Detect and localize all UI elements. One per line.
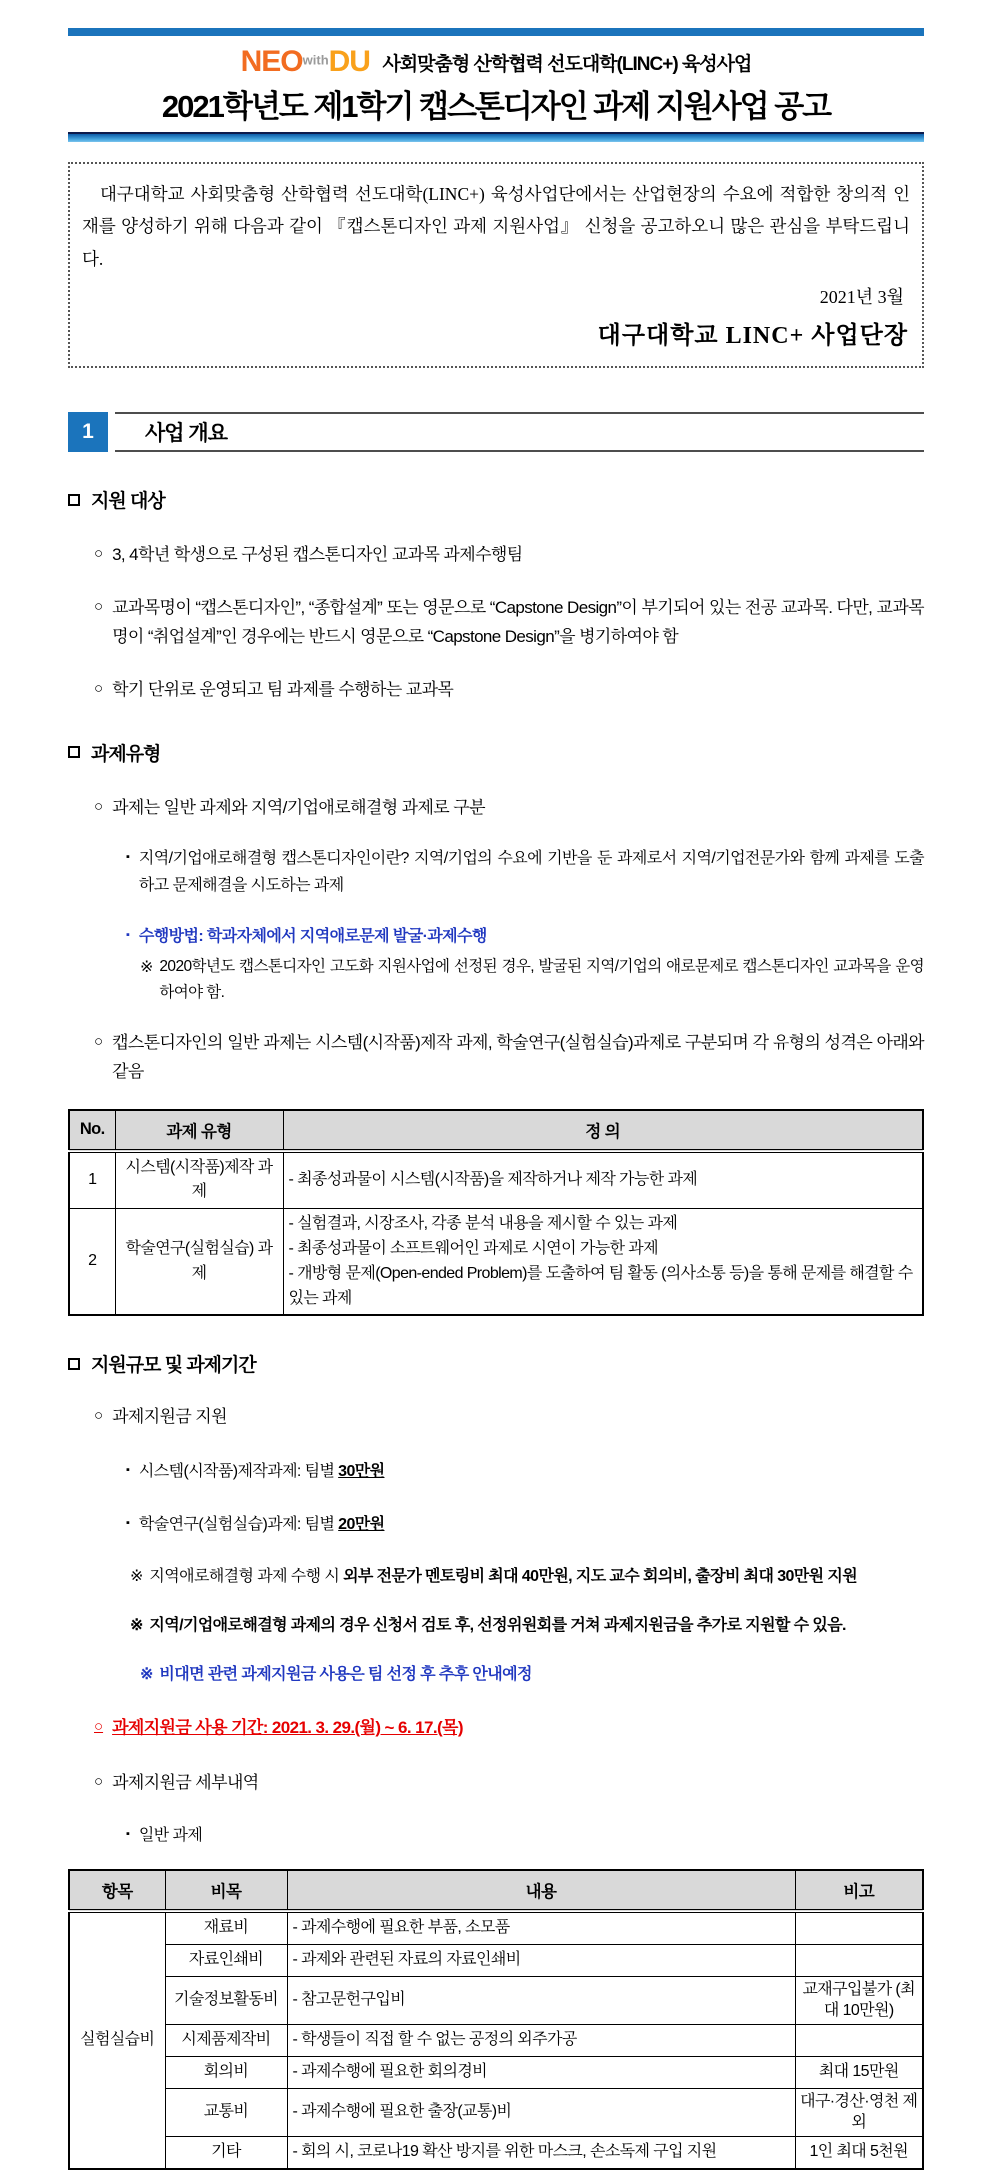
- reference-mark-icon: ※: [130, 1616, 144, 1634]
- task-type-table: [68, 1109, 924, 1317]
- reference-note-text: 2020학년도 캡스톤디자인 고도화 지원사업에 선정된 경우, 발굴된 지역/기업의 애로문제로 캡스톤디자인 교과목을 운영하여야 함.: [159, 958, 924, 1002]
- announcement-date: 2021년 3월: [819, 287, 904, 308]
- bullet-item: [68, 1403, 924, 1432]
- section-title: 사업 개요: [145, 422, 227, 446]
- logo-neo-text: NEO: [240, 45, 303, 78]
- neo-with-du-logo: [241, 45, 370, 79]
- logo-du-text: DU: [328, 45, 370, 78]
- cell-note: [795, 1944, 923, 1976]
- reference-mark-icon: ※: [140, 959, 154, 977]
- square-bullet-icon: [68, 746, 80, 758]
- sub-bullet-text: [139, 1458, 385, 1485]
- definition-line: - 실험결과, 시장조사, 각종 분석 내용을 제시할 수 있는 과제: [288, 1215, 678, 1233]
- section-title-rule: [115, 412, 924, 452]
- announcement-intro-box: [68, 162, 924, 368]
- table-row: [69, 1911, 923, 1944]
- cell-definition: [283, 1209, 923, 1316]
- sub-bullet-text: 일반 과제: [138, 1827, 203, 1844]
- bullet-text: 과제지원금 지원: [112, 1407, 227, 1427]
- bullet-item: [68, 794, 924, 823]
- intro-paragraph: 대구대학교 사회맞춤형 산학협력 선도대학(LINC+) 육성사업단에서는 산업현장의 수요에 적합한 창의적 인재를 양성하기 위해 다음과 같이 『캡스톤디자인 과제 지원사업』 신청을 공고하오니 많은 관심을 부탁드립니다.: [82, 184, 910, 269]
- bullet-item: [68, 541, 924, 570]
- col-header-content: 내용: [287, 1870, 795, 1911]
- cell-item: 교통비: [165, 2088, 287, 2136]
- top-accent-bar: [68, 28, 924, 36]
- reference-note: [68, 1661, 924, 1688]
- circle-bullet-icon: ○: [94, 679, 104, 697]
- cell-desc: - 회의 시, 코로나19 확산 방지를 위한 마스크, 손소독제 구입 지원: [287, 2136, 795, 2168]
- small-square-bullet-icon: ▪: [126, 1464, 130, 1477]
- announcement-signer: 대구대학교 LINC+ 사업단장: [597, 323, 908, 350]
- bullet-item: [68, 594, 924, 652]
- bullet-text: 3, 4학년 학생으로 구성된 캡스톤디자인 교과목 과제수행팀: [112, 545, 523, 565]
- circle-bullet-icon: ○: [94, 1718, 104, 1736]
- cell-item: 기술정보활동비: [165, 1976, 287, 2024]
- cell-note: [795, 1911, 923, 1944]
- circle-bullet-icon: ○: [94, 797, 104, 815]
- cell-item: 자료인쇄비: [165, 1944, 287, 1976]
- logo-with-text: with: [302, 52, 329, 68]
- note-bold: 외부 전문가 멘토링비 최대 40만원, 지도 교수 회의비, 출장비 최대 30만원 지원: [343, 1567, 858, 1585]
- heading-label: 과제유형: [91, 743, 161, 765]
- fund-item-amount: 20만원: [338, 1516, 385, 1534]
- col-header-category: 항목: [69, 1870, 165, 1911]
- reference-note: [68, 954, 924, 1007]
- table-row: [69, 1151, 923, 1209]
- table-row: [69, 1976, 923, 2024]
- sub-bullet-item-method: [68, 923, 924, 950]
- definition-line: - 개방형 문제(Open-ended Problem)를 도출하여 팀 활동 (의사소통 등)을 통해 문제를 해결할 수 있는 과제: [288, 1264, 913, 1307]
- bullet-text: 과제지원금 세부내역: [112, 1773, 259, 1793]
- cell-definition: [283, 1151, 923, 1209]
- method-text: 수행방법: 학과자체에서 지역애로문제 발굴·과제수행: [138, 927, 487, 945]
- small-square-bullet-icon: ▪: [126, 1517, 130, 1530]
- reference-note-text: 지역/기업애로해결형 과제의 경우 신청서 검토 후, 선정위원회를 거쳐 과제지원금을 추가로 지원할 수 있음.: [149, 1616, 846, 1634]
- cell-note: 대구·경산·영천 제외: [795, 2088, 923, 2136]
- cell-desc: - 참고문헌구입비: [287, 1976, 795, 2024]
- cell-category: 실험실습비: [69, 1911, 165, 2168]
- bullet-item: [68, 1029, 924, 1087]
- cell-no: 2: [69, 1209, 115, 1316]
- document-page: [68, 0, 924, 2170]
- bullet-item: [68, 676, 924, 705]
- square-bullet-icon: [68, 494, 80, 506]
- section-1-header: [68, 412, 924, 452]
- cell-item: 기타: [165, 2136, 287, 2168]
- header-row: [68, 45, 924, 79]
- bullet-text: 교과목명이 “캡스톤디자인”, “종합설계” 또는 영문으로 “Capstone Design”이 부기되어 있는 전공 교과목. 다만, 교과목명이 “취업설계”인 경우에는 반드시 영문으로 “Capstone Design”을 병기하여야 함: [112, 598, 924, 646]
- sub-bullet-text: 지역/기업애로해결형 캡스톤디자인이란? 지역/기업의 수요에 기반을 둔 과제로서 지역/기업전문가와 함께 과제를 도출하고 문제해결을 시도하는 과제: [138, 849, 924, 894]
- bullet-text: 캡스톤디자인의 일반 과제는 시스템(시작품)제작 과제, 학술연구(실험실습)과제로 구분되며 각 유형의 성격은 아래와 같음: [112, 1032, 924, 1081]
- sub-bullet-item: [68, 845, 924, 899]
- cell-desc: - 과제수행에 필요한 출장(교통)비: [287, 2088, 795, 2136]
- cell-item: 회의비: [165, 2056, 287, 2088]
- cell-no: 1: [69, 1151, 115, 1209]
- table-row: [69, 1209, 923, 1316]
- cell-note: 1인 최대 5천원: [795, 2136, 923, 2168]
- reference-note: [68, 1563, 924, 1590]
- fund-item-prefix: 시스템(시작품)제작과제: 팀별: [138, 1463, 339, 1481]
- table-row: [69, 2056, 923, 2088]
- col-header-no: No.: [69, 1110, 115, 1151]
- page-title: 2021학년도 제1학기 캡스톤디자인 과제 지원사업 공고: [161, 89, 831, 124]
- small-square-bullet-icon: ▪: [126, 850, 130, 863]
- reference-note-text: 비대면 관련 과제지원금 사용은 팀 선정 후 추후 안내예정: [159, 1666, 532, 1684]
- bullet-item: [68, 1769, 924, 1798]
- table-row: [69, 2136, 923, 2168]
- reference-mark-icon: ※: [130, 1567, 144, 1585]
- cell-note: 최대 15만원: [795, 2056, 923, 2088]
- col-header-remark: 비고: [795, 1870, 923, 1911]
- table-row: [69, 2024, 923, 2056]
- cell-desc: - 과제수행에 필요한 부품, 소모품: [287, 1911, 795, 1944]
- circle-bullet-icon: ○: [94, 1773, 104, 1791]
- bullet-item-period: [68, 1714, 924, 1743]
- circle-bullet-icon: ○: [94, 598, 104, 616]
- col-header-definition: 정 의: [283, 1110, 923, 1151]
- heading-support-target: [68, 486, 924, 513]
- sub-bullet-item: [68, 1511, 924, 1538]
- bullet-text: 학기 단위로 운영되고 팀 과제를 수행하는 교과목: [112, 679, 454, 699]
- small-square-bullet-icon: ▪: [126, 928, 130, 941]
- table-row: [69, 2088, 923, 2136]
- note-prefix: 지역애로해결형 과제 수행 시: [149, 1567, 344, 1585]
- program-label: 사회맞춤형 산학협력 선도대학(LINC+) 육성사업: [382, 53, 752, 75]
- title-underline-bar: [68, 132, 924, 142]
- cell-item: 시제품제작비: [165, 2024, 287, 2056]
- circle-bullet-icon: ○: [94, 545, 104, 563]
- sub-bullet-text: [139, 1511, 385, 1538]
- col-header-item: 비목: [165, 1870, 287, 1911]
- fund-detail-table: [68, 1869, 924, 2169]
- heading-label: 지원규모 및 과제기간: [91, 1355, 256, 1377]
- sub-bullet-item: [68, 1822, 924, 1849]
- circle-bullet-icon: ○: [94, 1032, 104, 1050]
- col-header-type: 과제 유형: [115, 1110, 283, 1151]
- square-bullet-icon: [68, 1358, 80, 1370]
- cell-desc: - 학생들이 직접 할 수 없는 공정의 외주가공: [287, 2024, 795, 2056]
- fund-period-text: 과제지원금 사용 기간: 2021. 3. 29.(월) ~ 6. 17.(목): [112, 1718, 463, 1738]
- heading-support-scale: [68, 1350, 924, 1377]
- circle-bullet-icon: ○: [94, 1407, 104, 1425]
- table-header-row: [69, 1870, 923, 1911]
- cell-item: 재료비: [165, 1911, 287, 1944]
- definition-line: - 최종성과물이 소프트웨어인 과제로 시연이 가능한 과제: [288, 1240, 658, 1257]
- cell-note: 교재구입불가 (최대 10만원): [795, 1976, 923, 2024]
- table-header-row: [69, 1110, 923, 1151]
- heading-task-type: [68, 739, 924, 766]
- fund-item-prefix: 학술연구(실험실습)과제: 팀별: [138, 1516, 339, 1534]
- cell-type: 시스템(시작품)제작 과제: [115, 1151, 283, 1209]
- small-square-bullet-icon: ▪: [126, 1828, 130, 1840]
- definition-line: - 최종성과물이 시스템(시작품)을 제작하거나 제작 가능한 과제: [288, 1171, 698, 1188]
- bullet-text: 과제는 일반 과제와 지역/기업애로해결형 과제로 구분: [112, 797, 485, 817]
- cell-type: 학술연구(실험실습) 과제: [115, 1209, 283, 1316]
- section-number-badge: 1: [68, 412, 108, 452]
- sub-bullet-item: [68, 1458, 924, 1485]
- cell-desc: - 과제와 관련된 자료의 자료인쇄비: [287, 1944, 795, 1976]
- table-row: [69, 1944, 923, 1976]
- heading-label: 지원 대상: [91, 491, 165, 513]
- reference-note-text: [149, 1563, 857, 1590]
- reference-mark-icon: ※: [140, 1666, 154, 1684]
- reference-note: [68, 1612, 924, 1639]
- fund-item-amount: 30만원: [338, 1463, 385, 1481]
- cell-note: [795, 2024, 923, 2056]
- cell-desc: - 과제수행에 필요한 회의경비: [287, 2056, 795, 2088]
